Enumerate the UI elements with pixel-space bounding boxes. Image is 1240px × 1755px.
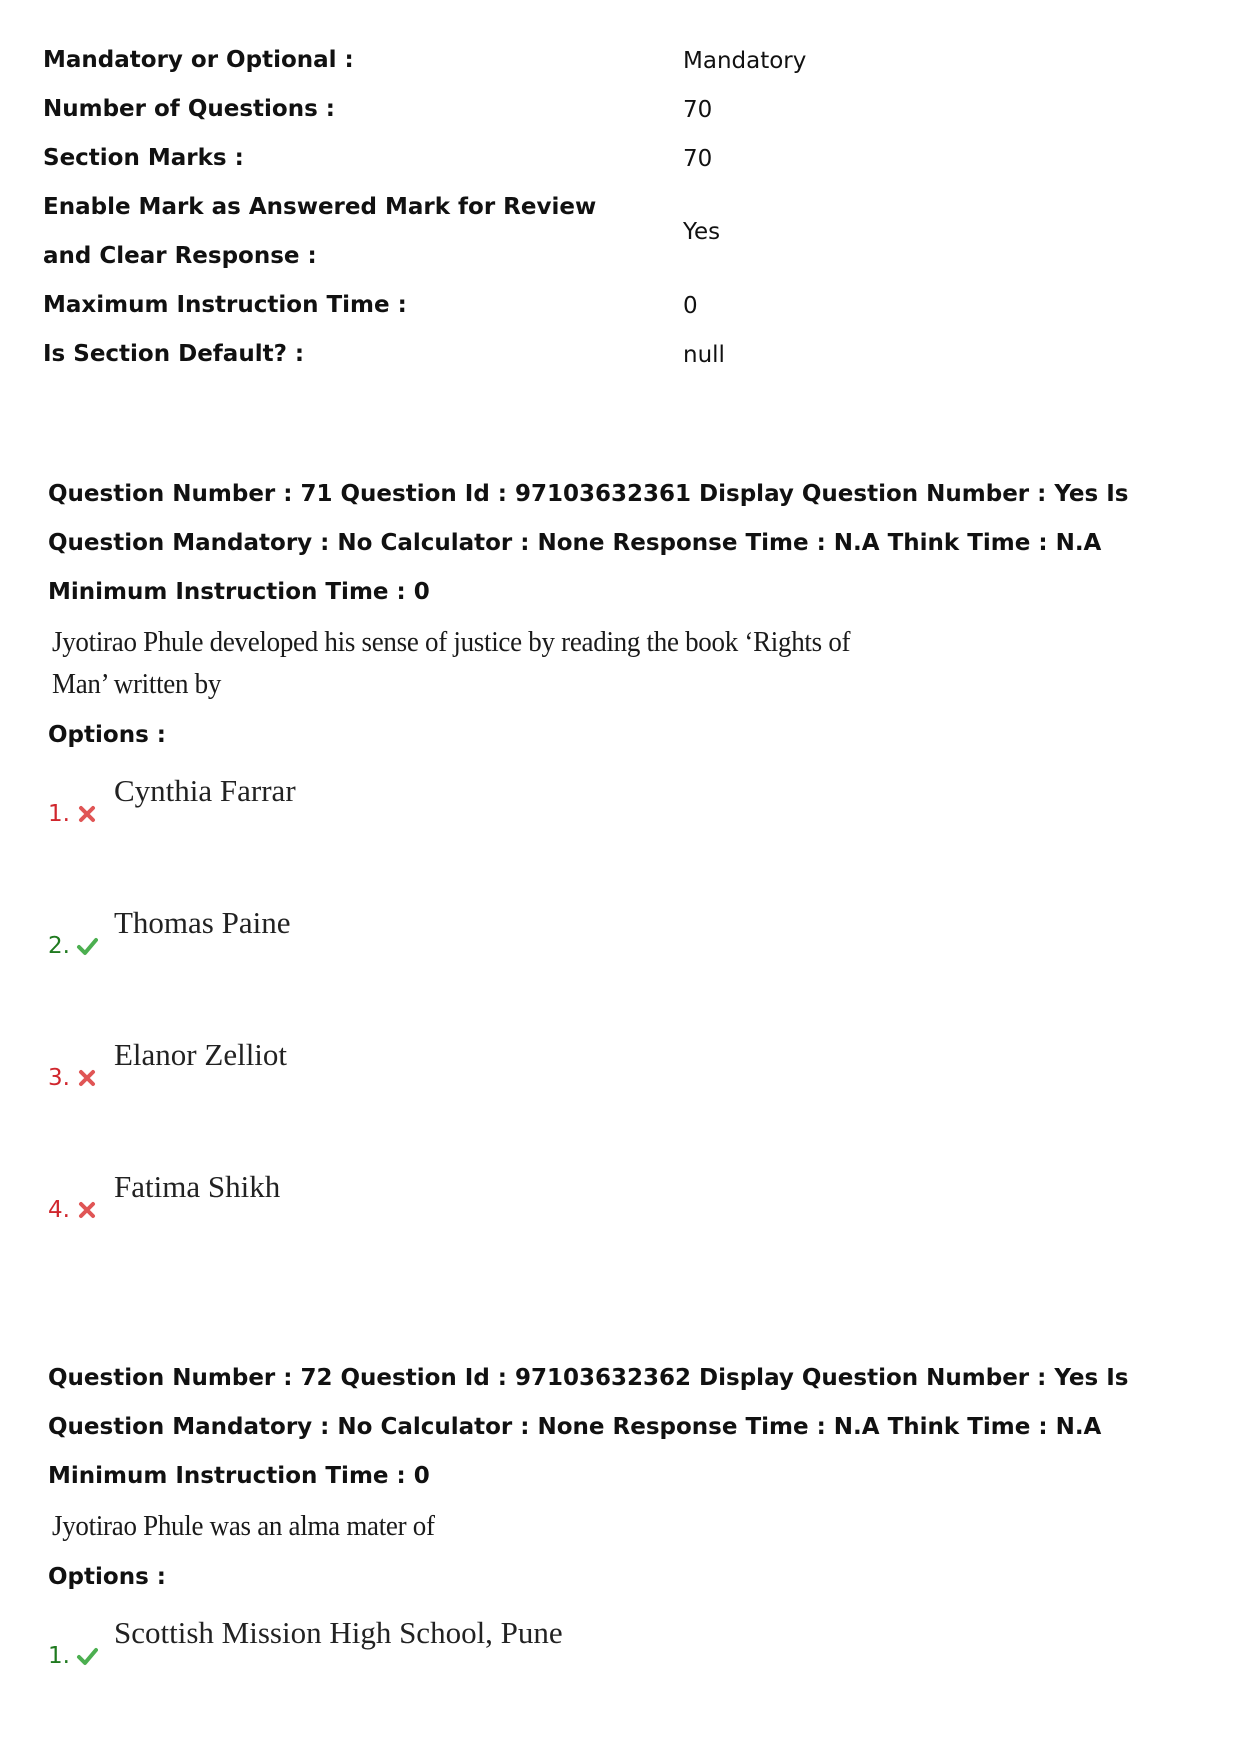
info-value: Yes (683, 219, 721, 245)
info-value: 70 (683, 96, 713, 123)
info-value: 0 (683, 292, 698, 319)
option-item (48, 1169, 1208, 1301)
info-row (43, 36, 1193, 85)
cross-icon (76, 1067, 98, 1089)
options-heading: Options : (48, 1564, 166, 1590)
info-row (43, 183, 1193, 281)
info-value: 70 (683, 145, 713, 172)
option-number: 2. (48, 933, 70, 959)
cross-icon (76, 1199, 98, 1221)
option-item (48, 1615, 1208, 1747)
option-text: Cynthia Farrar (114, 773, 296, 808)
question-text: Jyotirao Phule was an alma mater of (52, 1510, 435, 1542)
info-label: Is Section Default? : (43, 341, 305, 367)
question-meta: Question Number : 72 Question Id : 97103632362 Display Question Number : Yes Is Question Mandatory : No Calculator : None Response Time : N.A Think Time : N.A Minimum Instruction Time : 0 (48, 1365, 1129, 1489)
question-block (48, 470, 1208, 1301)
info-label: Section Marks : (43, 145, 244, 171)
question-block (48, 1354, 1208, 1747)
option-number: 1. (48, 801, 70, 827)
info-label: Number of Questions : (43, 96, 335, 122)
option-item (48, 1037, 1208, 1169)
info-value: Mandatory (683, 47, 807, 74)
option-item (48, 905, 1208, 1037)
check-icon (76, 935, 98, 957)
option-text: Scottish Mission High School, Pune (114, 1615, 563, 1650)
option-text: Fatima Shikh (114, 1169, 281, 1204)
info-value: null (683, 341, 725, 368)
cross-icon (76, 803, 98, 825)
section-info-table (43, 36, 1193, 379)
option-number: 3. (48, 1065, 70, 1091)
option-item (48, 773, 1208, 905)
info-label: Enable Mark as Answered Mark for Review and Clear Response : (43, 194, 597, 269)
option-text: Elanor Zelliot (114, 1037, 288, 1072)
info-label: Mandatory or Optional : (43, 47, 354, 73)
info-row (43, 85, 1193, 134)
question-meta: Question Number : 71 Question Id : 97103632361 Display Question Number : Yes Is Question Mandatory : No Calculator : None Response Time : N.A Think Time : N.A Minimum Instruction Time : 0 (48, 481, 1129, 605)
check-icon (76, 1645, 98, 1667)
option-number: 4. (48, 1197, 70, 1223)
option-text: Thomas Paine (114, 905, 291, 940)
info-row (43, 281, 1193, 330)
options-heading: Options : (48, 722, 166, 748)
info-row (43, 134, 1193, 183)
info-label: Maximum Instruction Time : (43, 292, 407, 318)
info-row (43, 330, 1193, 379)
option-number: 1. (48, 1643, 70, 1669)
question-text: Jyotirao Phule developed his sense of justice by reading the book ‘Rights of Man’ written by (52, 626, 851, 700)
